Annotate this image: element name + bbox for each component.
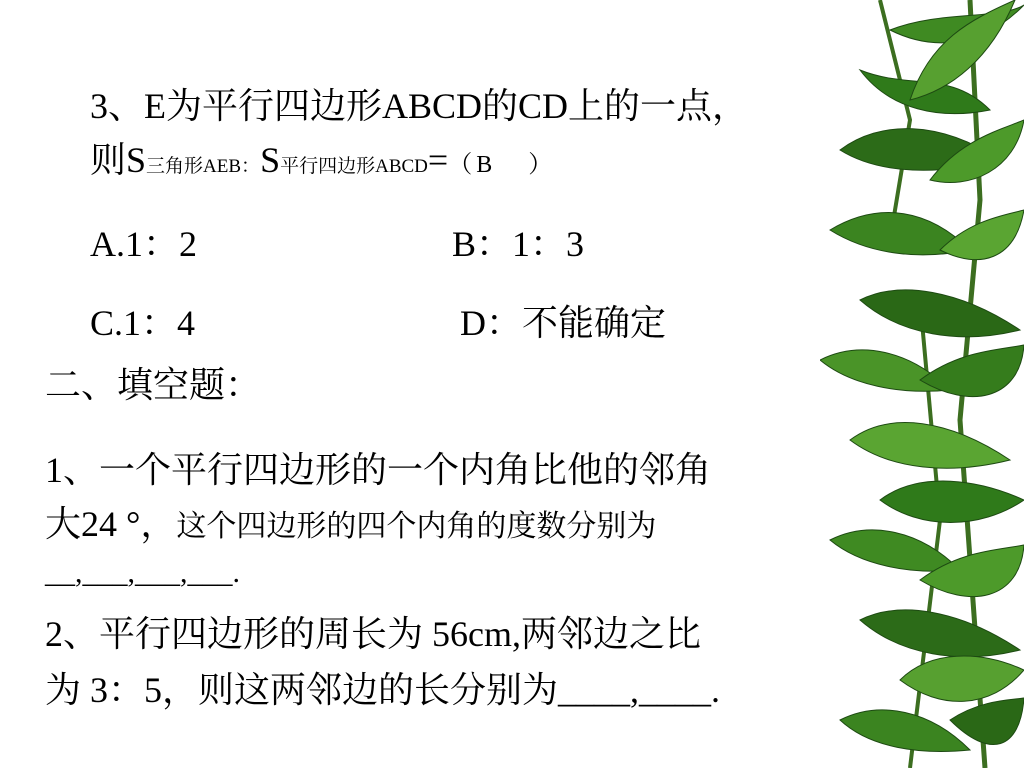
s2-q1-line2-small: 这个四边形的四个内角的度数分别为 xyxy=(176,510,657,543)
s2-q2-line1: 2、平行四边形的周长为 56cm,两邻边之比 xyxy=(45,614,701,654)
q3-option-b: B：1：3 xyxy=(452,224,585,264)
q3-paren-close: ） xyxy=(528,152,553,178)
section2-heading: 二、填空题： xyxy=(45,365,262,405)
q3-paren-open: （ xyxy=(448,152,473,178)
s2-q1-line3: __,___,___,___. xyxy=(45,556,240,589)
s2-q1-line2-big: 大24 °， xyxy=(45,504,177,544)
q3-option-d: D：不能确定 xyxy=(460,303,666,343)
q3-option-c: C.1：4 xyxy=(90,303,196,343)
q3-s1: S xyxy=(126,140,147,180)
q3-option-a: A.1：2 xyxy=(90,224,197,264)
bamboo-decoration xyxy=(820,0,1024,768)
s2-q1-line2 xyxy=(45,506,656,542)
s2-q2-line2: 为 3：5，则这两邻边的长分别为____,____. xyxy=(45,670,721,710)
q3-s2-subscript: 平行四边形ABCD xyxy=(280,156,428,177)
q3-line1: 3、E为平行四边形ABCD的CD上的一点， xyxy=(90,86,749,126)
q3-answer: B xyxy=(476,152,493,178)
s2-q1-line1: 1、一个平行四边形的一个内角比他的邻角 xyxy=(45,450,712,490)
q3-s2: S xyxy=(260,140,281,180)
q3-line2 xyxy=(90,142,552,178)
q3-prefix: 则 xyxy=(90,140,127,180)
q3-equals: = xyxy=(427,140,449,180)
q3-s1-subscript: 三角形AEB： xyxy=(146,156,261,177)
